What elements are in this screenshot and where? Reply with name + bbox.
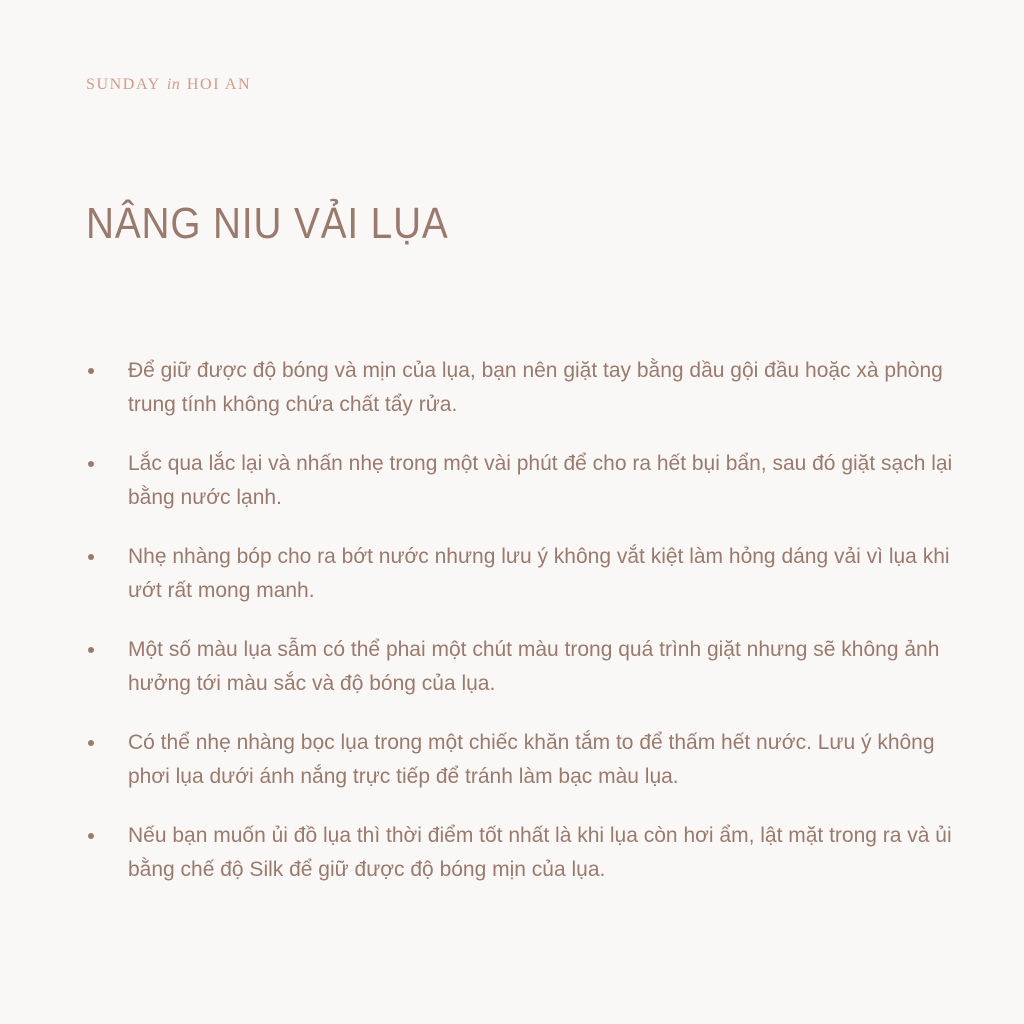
list-item (86, 540, 966, 608)
list-item (86, 633, 966, 701)
tip-text: Có thể nhẹ nhàng bọc lụa trong một chiếc khăn tắm to để thấm hết nước. Lưu ý không phơi lụa dưới ánh nắng trực tiếp để tránh làm bạc màu lụa. (128, 731, 935, 788)
brand-location: HOI AN (186, 76, 252, 93)
dot-bullet-icon (88, 554, 94, 560)
care-tips-list (86, 354, 966, 912)
dot-bullet-icon (88, 833, 94, 839)
page-title: NÂNG NIU VẢI LỤA (86, 199, 449, 248)
brand-name-part: SUNDAY (86, 76, 161, 93)
list-item (86, 447, 966, 515)
tip-text: Để giữ được độ bóng và mịn của lụa, bạn nên giặt tay bằng dầu gội đầu hoặc xà phòng trung tính không chứa chất tẩy rửa. (128, 359, 943, 416)
brand-connector: in (166, 76, 181, 93)
dot-bullet-icon (88, 368, 94, 374)
tip-text: Một số màu lụa sẫm có thể phai một chút màu trong quá trình giặt nhưng sẽ không ảnh hưởng tới màu sắc và độ bóng của lụa. (128, 638, 940, 695)
dot-bullet-icon (88, 461, 94, 467)
brand-logo (86, 76, 251, 94)
list-item (86, 819, 966, 887)
tip-text: Lắc qua lắc lại và nhấn nhẹ trong một vài phút để cho ra hết bụi bẩn, sau đó giặt sạch lại bằng nước lạnh. (128, 452, 953, 509)
dot-bullet-icon (88, 647, 94, 653)
dot-bullet-icon (88, 740, 94, 746)
list-item (86, 354, 966, 422)
list-item (86, 726, 966, 794)
tip-text: Nhẹ nhàng bóp cho ra bớt nước nhưng lưu ý không vắt kiệt làm hỏng dáng vải vì lụa khi ướt rất mong manh. (128, 545, 950, 602)
tip-text: Nếu bạn muốn ủi đồ lụa thì thời điểm tốt nhất là khi lụa còn hơi ẩm, lật mặt trong ra và ủi bằng chế độ Silk để giữ được độ bóng mịn của lụa. (128, 824, 952, 881)
